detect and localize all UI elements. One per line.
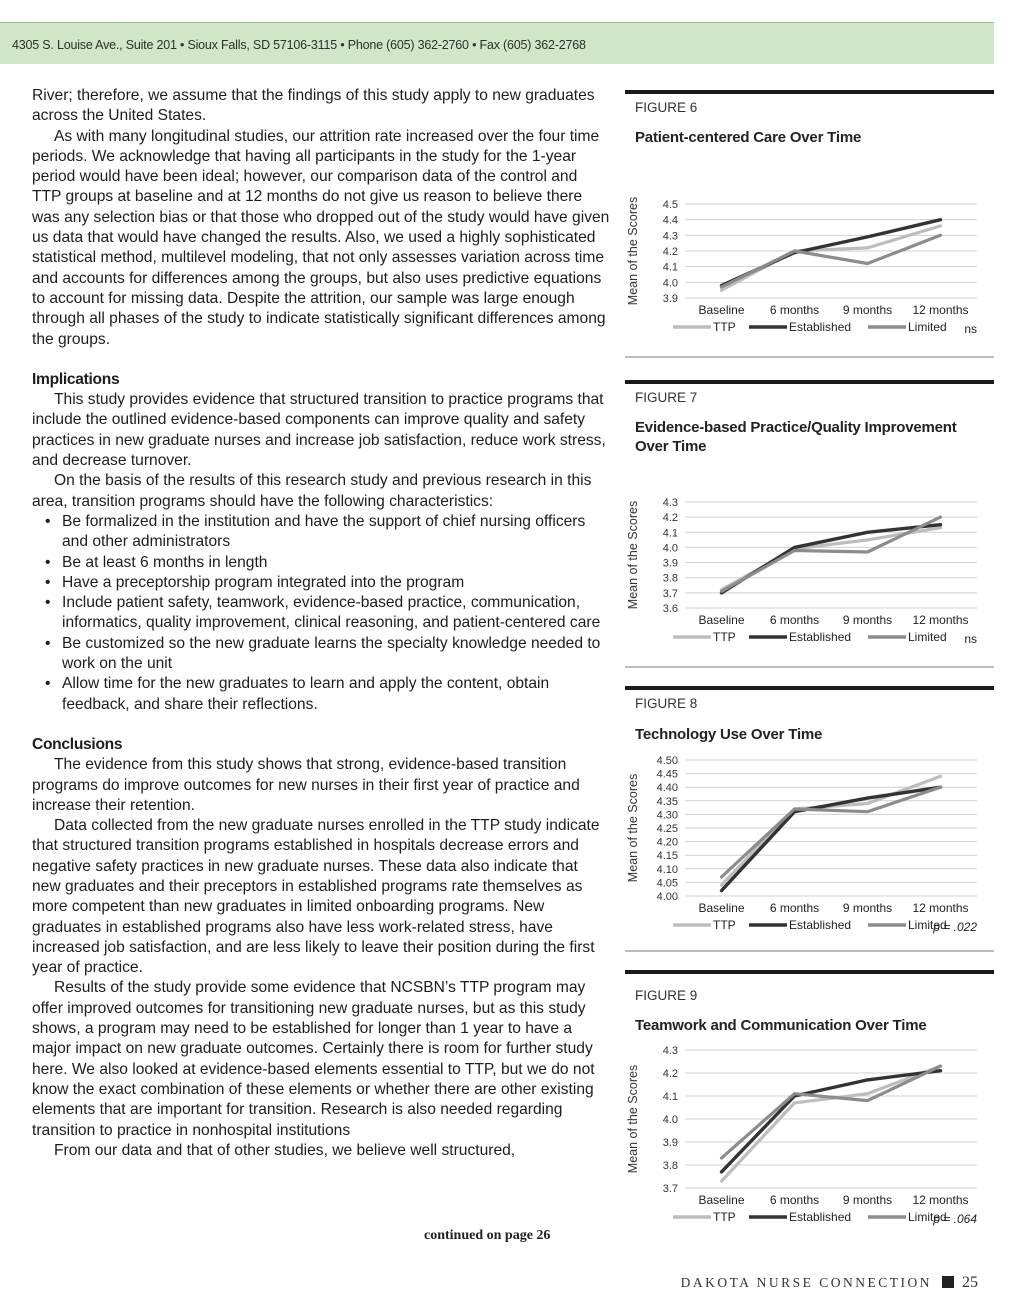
y-tick-label: 4.2 <box>662 1068 678 1080</box>
legend-label-established: Established <box>789 630 852 644</box>
y-tick-label: 4.45 <box>656 768 678 781</box>
legend-label-ttp: TTP <box>713 918 736 932</box>
figure-title: Technology Use Over Time <box>635 726 823 743</box>
y-axis-label: Mean of the Scores <box>626 500 640 610</box>
list-item: • Be at least 6 months in length <box>32 553 610 573</box>
legend-label-ttp: TTP <box>713 630 736 644</box>
y-tick-label: 3.9 <box>662 293 678 305</box>
y-tick-label: 3.7 <box>662 1183 678 1195</box>
y-tick-label: 4.30 <box>656 809 678 822</box>
line-chart <box>625 1042 995 1232</box>
conclusions-heading: Conclusions <box>32 735 123 753</box>
y-tick-label: 4.15 <box>656 850 678 863</box>
significance-label: p = .064 <box>933 1212 977 1226</box>
figure-bottom-rule <box>625 666 994 668</box>
figure-7 <box>625 380 995 670</box>
y-axis-label: Mean of the Scores <box>626 196 640 306</box>
figure-label: FIGURE 6 <box>635 100 698 115</box>
x-tick-label: 9 months <box>842 901 893 915</box>
figure-9 <box>625 970 995 1240</box>
y-tick-label: 4.1 <box>662 1091 678 1103</box>
paragraph: On the basis of the results of this research study and previous research in this area, transition programs should have the following characteristics: <box>32 472 592 510</box>
series-line-established <box>722 787 941 890</box>
y-tick-label: 4.1 <box>662 527 678 540</box>
y-tick-label: 3.7 <box>662 587 678 600</box>
list-item: • Include patient safety, teamwork, evidence-based practice, communication, informatics, quality improvement, clinical reasoning, and patient-centered care <box>32 593 610 634</box>
figure-top-rule <box>625 380 994 384</box>
y-tick-label: 4.4 <box>662 214 678 227</box>
y-tick-label: 4.50 <box>656 755 678 767</box>
y-tick-label: 4.3 <box>662 230 678 243</box>
figure-bottom-rule <box>625 950 994 952</box>
y-tick-label: 3.6 <box>662 603 678 615</box>
address-text: 4305 S. Louise Ave., Suite 201 • Sioux Falls, SD 57106-3115 • Phone (605) 362-2760 • Fax (605) 362-2768 <box>12 38 586 52</box>
x-tick-label: 9 months <box>842 613 893 627</box>
y-axis-label: Mean of the Scores <box>626 773 640 883</box>
figure-label: FIGURE 8 <box>635 696 698 711</box>
list-item: • Have a preceptorship program integrated into the program <box>32 573 610 593</box>
address-header-bar <box>0 22 994 64</box>
series-line-established <box>722 220 941 286</box>
y-tick-label: 4.2 <box>662 512 678 525</box>
legend-label-established: Established <box>789 1210 852 1224</box>
y-tick-label: 4.20 <box>656 836 678 849</box>
y-tick-label: 3.9 <box>662 1137 678 1149</box>
figure-8 <box>625 686 995 956</box>
figure-bottom-rule <box>625 356 994 358</box>
significance-label: p = .022 <box>933 920 977 934</box>
y-tick-label: 3.8 <box>662 572 678 585</box>
y-tick-label: 4.00 <box>656 891 678 903</box>
y-tick-label: 4.25 <box>656 823 678 835</box>
series-line-established <box>722 525 941 593</box>
legend-label-limited: Limited <box>908 1210 947 1224</box>
x-tick-label: 6 months <box>769 1193 820 1207</box>
paragraph: Results of the study provide some evidence that NCSBN’s TTP program may offer improved outcomes for transitioning new graduate nurses, but as this study shows, a program may need to be established for longer than 1 year to have a major impact on new graduate outcomes. Certainly there is room for further study here. We also looked at evidence-based elements essential to TTP, but we do not know the exact combination of these elements or whether there are other existing elements that are important for transition. Research is also needed regarding transition to practice in nonhospital institutions <box>32 979 595 1139</box>
x-tick-label: 9 months <box>842 1193 893 1207</box>
x-tick-label: Baseline <box>698 303 745 317</box>
x-tick-label: Baseline <box>698 1193 745 1207</box>
figure-label: FIGURE 7 <box>635 390 698 405</box>
legend-label-ttp: TTP <box>713 320 736 334</box>
y-tick-label: 4.40 <box>656 782 678 795</box>
line-chart <box>625 156 995 356</box>
y-tick-label: 4.05 <box>656 877 678 890</box>
legend-label-limited: Limited <box>908 320 947 334</box>
y-tick-label: 4.0 <box>662 277 678 290</box>
figure-top-rule <box>625 90 994 94</box>
continued-note: continued on page 26 <box>424 1228 551 1243</box>
y-tick-label: 4.5 <box>662 199 678 211</box>
y-tick-label: 4.3 <box>662 1045 678 1057</box>
magazine-name: DAKOTA NURSE CONNECTION <box>680 1275 932 1290</box>
legend-label-limited: Limited <box>908 918 947 932</box>
legend-label-established: Established <box>789 918 852 932</box>
figure-title: Evidence-based Practice/Quality Improvement Over Time <box>635 419 957 455</box>
page-number: 25 <box>962 1274 978 1291</box>
y-tick-label: 4.0 <box>662 1114 678 1126</box>
x-tick-label: 12 months <box>912 901 969 915</box>
x-tick-label: 9 months <box>842 303 893 317</box>
figure-title: Teamwork and Communication Over Time <box>635 1017 927 1034</box>
x-tick-label: 12 months <box>912 1193 969 1207</box>
list-item: • Be formalized in the institution and have the support of chief nursing officers and other administrators <box>32 512 610 553</box>
legend-label-ttp: TTP <box>713 1210 736 1224</box>
page-footer <box>681 1274 978 1292</box>
line-chart <box>625 464 995 664</box>
figure-6 <box>625 90 995 360</box>
article-body <box>32 86 610 1161</box>
y-tick-label: 4.35 <box>656 795 678 808</box>
line-chart <box>625 752 995 942</box>
paragraph: As with many longitudinal studies, our attrition rate increased over the four time periods. We acknowledge that having all participants in the study for the 1-year period would have been ideal; however, our comparison data of the control and TTP groups at baseline and at 12 months do not give us reason to believe there was any selection bias or that those who dropped out of the study would have given us data that would have changed the results. Also, we used a highly sophisticated statistical method, multilevel modeling, that not only assesses variation across time and accounts for differences among the groups, but also uses predictive equations to account for missing data. Despite the attrition, our sample was large enough through all phases of the study to indicate statistically significant differences among the groups. <box>32 127 610 348</box>
figure-top-rule <box>625 686 994 690</box>
y-tick-label: 4.3 <box>662 497 678 509</box>
paragraph: This study provides evidence that structured transition to practice programs that include the outlined evidence-based components can improve quality and safety practices in new graduate nurses and increase job satisfaction, reduce work stress, and decrease turnover. <box>32 391 606 470</box>
figure-top-rule <box>625 970 994 974</box>
implications-heading: Implications <box>32 370 120 388</box>
paragraph: Data collected from the new graduate nurses enrolled in the TTP study indicate that structured transition programs established in hospitals decrease errors and negative safety practices in new graduate nurses. These data also indicate that new graduates and their preceptors in established programs rate themselves as more competent than new graduates in limited onboarding programs. New graduates in established programs also have less work-related stress, have increased job satisfaction, and are less likely to leave their position during the first year of practice. <box>32 817 600 977</box>
figure-title: Patient-centered Care Over Time <box>635 129 862 146</box>
x-tick-label: 12 months <box>912 303 969 317</box>
y-tick-label: 4.10 <box>656 863 678 876</box>
x-tick-label: 6 months <box>769 303 820 317</box>
series-line-established <box>722 1071 941 1172</box>
y-tick-label: 4.1 <box>662 261 678 274</box>
paragraph: From our data and that of other studies, we believe well structured, <box>54 1141 516 1159</box>
x-tick-label: Baseline <box>698 613 745 627</box>
x-tick-label: 6 months <box>769 901 820 915</box>
y-tick-label: 4.2 <box>662 246 678 258</box>
characteristics-list <box>32 512 610 715</box>
significance-label: ns <box>964 322 977 336</box>
y-tick-label: 3.9 <box>662 557 678 570</box>
x-tick-label: 12 months <box>912 613 969 627</box>
y-axis-label: Mean of the Scores <box>626 1064 640 1174</box>
paragraph: River; therefore, we assume that the findings of this study apply to new graduates across the United States. <box>32 87 595 125</box>
y-tick-label: 3.8 <box>662 1160 678 1172</box>
list-item: • Allow time for the new graduates to learn and apply the content, obtain feedback, and share their reflections. <box>32 674 610 715</box>
square-icon <box>942 1276 954 1288</box>
paragraph: The evidence from this study shows that strong, evidence-based transition programs do improve outcomes for new nurses in their first year of practice and increase their retention. <box>32 756 580 814</box>
significance-label: ns <box>964 632 977 646</box>
series-line-ttp <box>722 528 941 590</box>
y-tick-label: 4.0 <box>662 542 678 555</box>
legend-label-limited: Limited <box>908 630 947 644</box>
legend-label-established: Established <box>789 320 852 334</box>
x-tick-label: 6 months <box>769 613 820 627</box>
top-margin <box>0 0 1024 22</box>
figure-label: FIGURE 9 <box>635 988 698 1003</box>
x-tick-label: Baseline <box>698 901 745 915</box>
list-item: • Be customized so the new graduate learns the specialty knowledge needed to work on the unit <box>32 634 610 675</box>
